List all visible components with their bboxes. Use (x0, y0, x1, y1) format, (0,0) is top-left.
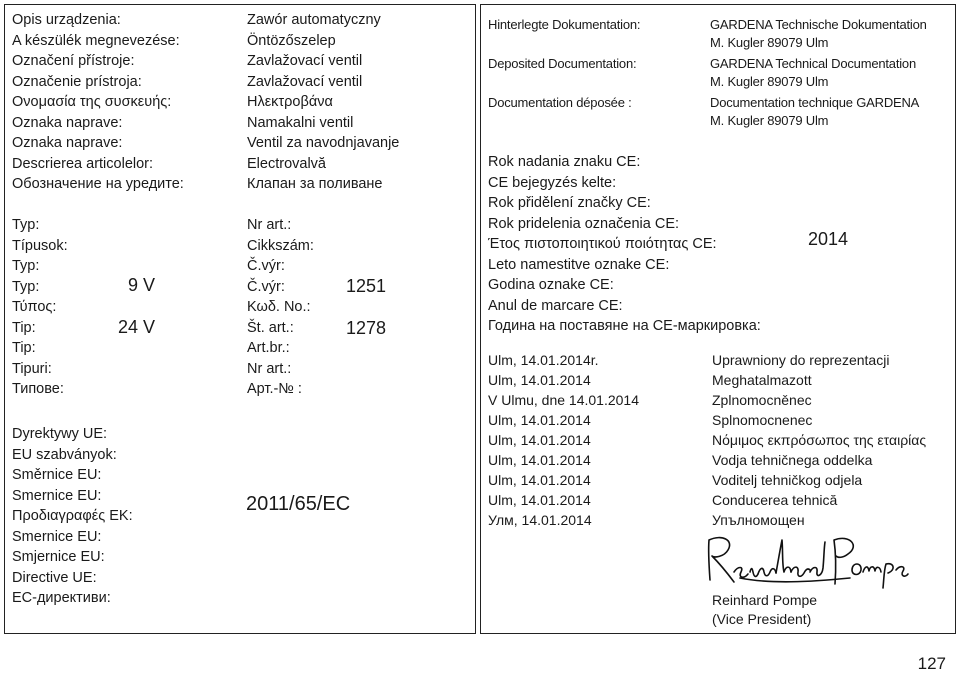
signing-place: V Ulmu, dne 14.01.2014 (488, 392, 639, 408)
signatory-title-list (712, 350, 926, 530)
directive-label: Dyrektywy UE: (12, 426, 108, 442)
device-label: Označenie prístroja: (12, 73, 142, 90)
doc-address-fr: M. Kugler 89079 Ulm (710, 113, 829, 128)
article-number-1278: 1278 (346, 318, 387, 338)
voltage-9v: 9 V (128, 275, 156, 295)
ce-year-label: CE bejegyzés kelte: (488, 174, 617, 191)
doc-label-de: Hinterlegte Dokumentation: (488, 17, 641, 32)
device-label: A készülék megnevezése: (12, 32, 180, 49)
type-label: Tip: (12, 319, 36, 336)
article-number-1251: 1251 (346, 276, 387, 296)
type-label: Typ: (12, 217, 40, 233)
type-label: Typ: (12, 258, 40, 274)
art-label: Art.br.: (247, 340, 290, 356)
device-label: Označení přístroje: (12, 53, 135, 69)
signatory-title: Vodja tehničnega oddelka (712, 452, 873, 468)
ce-year-label: Rok pridelenia označenia CE: (488, 215, 680, 232)
signatory-name: Reinhard Pompe (712, 592, 818, 608)
signatory-title: Упълномощен (712, 512, 805, 528)
signing-place: Ulm, 14.01.2014 (488, 432, 591, 448)
ce-year-label: Anul de marcare CE: (488, 297, 623, 314)
signatory-title: Conducerea tehnică (712, 492, 838, 508)
ce-year-label: Година на поставяне на СЕ-маркировка: (488, 318, 761, 334)
device-label: Descrierea articolelor: (12, 155, 154, 172)
directive-label: Směrnice EU: (12, 467, 102, 483)
type-label: Typ: (12, 278, 40, 295)
ce-year-label: Rok nadania znaku CE: (488, 154, 641, 170)
page-number: 127 (917, 654, 946, 673)
type-label: Tip: (12, 340, 36, 356)
device-value: Öntözőszelep (247, 32, 336, 49)
signing-place: Ulm, 14.01.2014 (488, 472, 591, 488)
device-value-list (247, 10, 399, 195)
device-label-list (12, 10, 184, 195)
device-value: Клапан за поливане (247, 176, 383, 192)
signatory-title: Meghatalmazott (712, 372, 812, 388)
device-value: Zavlažovací ventil (247, 73, 363, 90)
ce-year-label-list (488, 152, 761, 337)
directive-label-list (12, 424, 133, 609)
doc-address-en: M. Kugler 89079 Ulm (710, 74, 829, 89)
device-label: Oznaka naprave: (12, 114, 123, 131)
signatory-title: Νόμιμος εκπρόσωπος της εταιρίας (712, 432, 927, 448)
doc-address-de: M. Kugler 89079 Ulm (710, 35, 829, 50)
device-label: Обозначение на уредите: (12, 176, 184, 192)
art-label: Č.výr: (247, 258, 285, 274)
directive-label: Smernice EU: (12, 528, 102, 545)
voltage-24v: 24 V (118, 317, 156, 337)
directive-label: Directive UE: (12, 569, 97, 586)
doc-value-fr: Documentation technique GARDENA (710, 95, 920, 110)
ce-year-label: Έτος πιστοποιητικού ποιότητας CE: (488, 236, 717, 252)
doc-label-en: Deposited Documentation: (488, 56, 637, 71)
signatory-title: Uprawniony do reprezentacji (712, 352, 890, 368)
signatory-position: (Vice President) (712, 611, 812, 627)
art-label-list (247, 215, 314, 400)
device-value: Zavlažovací ventil (247, 53, 363, 69)
directive-label: Smjernice EU: (12, 549, 105, 565)
device-value: Ηλεκτροβάνα (247, 94, 333, 110)
device-value: Zawór automatyczny (247, 12, 381, 28)
device-label: Ονομασία της συσκευής: (12, 94, 172, 110)
signature-image (700, 532, 910, 590)
signing-place: Ulm, 14.01.2014 (488, 412, 591, 428)
signing-place: Ulm, 14.01.2014 (488, 372, 591, 388)
ce-year-label: Godina oznake CE: (488, 277, 614, 293)
art-label: Cikkszám: (247, 237, 314, 254)
ce-year-label: Leto namestitve oznake CE: (488, 256, 670, 273)
signing-place: Ulm, 14.01.2014r. (488, 352, 599, 368)
ce-year-value: 2014 (808, 229, 849, 249)
doc-value-de: GARDENA Technische Dokumentation (710, 17, 927, 32)
device-label: Oznaka naprave: (12, 135, 123, 151)
art-label: Nr art.: (247, 360, 292, 377)
doc-label-fr: Documentation déposée : (488, 95, 632, 110)
art-label: Арт.-№ : (247, 381, 302, 397)
art-label: Nr art.: (247, 217, 292, 233)
doc-value-en: GARDENA Technical Documentation (710, 56, 916, 71)
signatory-title: Zplnomocněnec (712, 392, 812, 408)
ce-year-label: Rok přidělení značky CE: (488, 195, 651, 211)
type-label: Τύπος: (12, 299, 57, 315)
directive-value: 2011/65/EC (246, 493, 351, 515)
signatory-title: Splnomocnenec (712, 412, 813, 428)
directive-label: ЕС-директиви: (12, 590, 111, 606)
device-value: Namakalni ventil (247, 114, 354, 131)
signing-place: Улм, 14.01.2014 (488, 512, 592, 528)
device-value: Electrovalvă (247, 155, 326, 172)
signatory-title: Voditelj tehničkog odjela (712, 472, 863, 488)
type-label: Típusok: (12, 237, 68, 254)
art-label: Κωδ. No.: (247, 299, 311, 315)
type-label: Tipuri: (12, 360, 52, 377)
device-label: Opis urządzenia: (12, 12, 121, 28)
art-label: Č.výr: (247, 278, 285, 295)
art-label: Št. art.: (247, 319, 294, 336)
signing-place: Ulm, 14.01.2014 (488, 452, 591, 468)
directive-label: EU szabványok: (12, 446, 117, 463)
signing-place: Ulm, 14.01.2014 (488, 492, 591, 508)
signing-place-list (488, 350, 639, 530)
directive-label: Smernice EU: (12, 487, 102, 504)
device-value: Ventil za navodnjavanje (247, 135, 400, 151)
type-label: Типове: (12, 381, 64, 397)
type-label-list (12, 215, 68, 400)
directive-label: Προδιαγραφές ΕΚ: (12, 508, 133, 524)
